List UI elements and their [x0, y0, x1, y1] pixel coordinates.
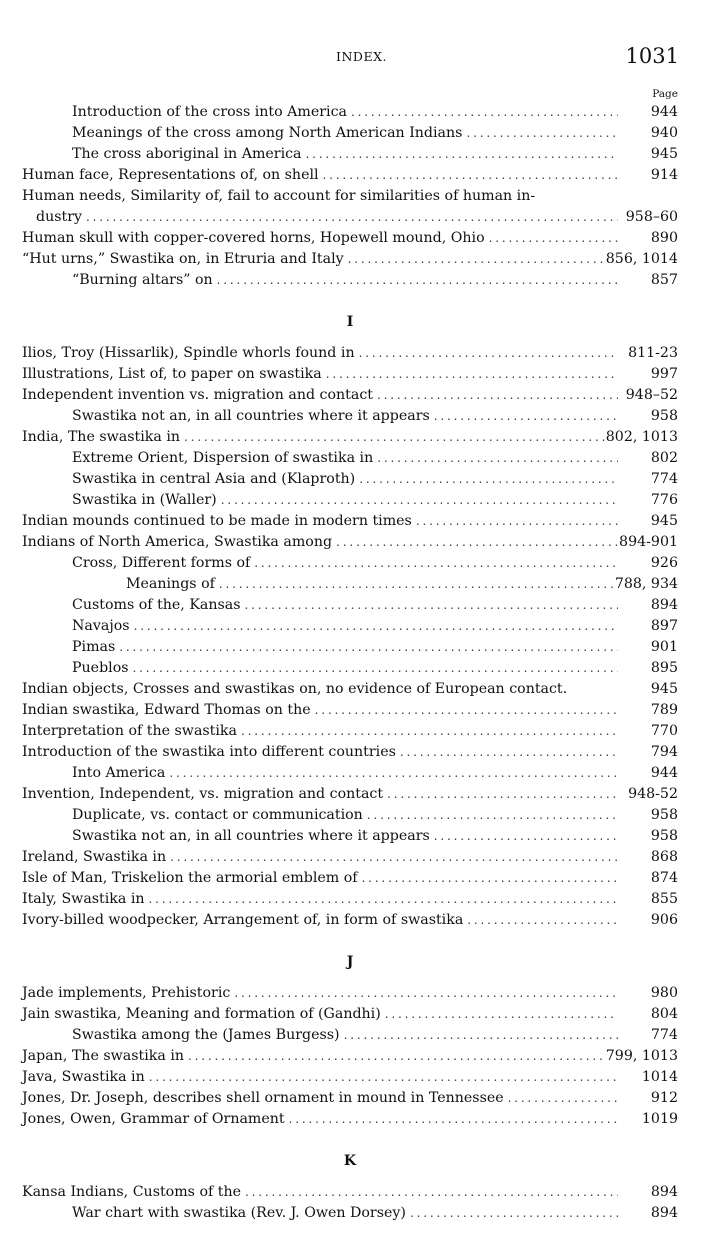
dot-leader: [302, 144, 618, 165]
entry-text: Jain swastika, Meaning and formation of (Gandhi): [22, 1006, 381, 1022]
entry-text: Illustrations, List of, to paper on swastika: [22, 366, 322, 382]
dot-leader: [485, 228, 618, 249]
entry-page-ref: 794: [650, 744, 678, 760]
entry-page-ref: 855: [650, 891, 678, 907]
entry-page-ref: 894: [650, 1205, 678, 1221]
index-entry: [22, 364, 678, 385]
entry-page-ref: 895: [650, 660, 678, 676]
entry-page-ref: 804: [650, 1006, 678, 1022]
index-entry: [22, 427, 678, 448]
index-entry: [22, 763, 678, 784]
index-entry: [22, 700, 678, 721]
entry-text: Introduction of the cross into America: [72, 104, 347, 120]
index-entry: [22, 1088, 678, 1109]
index-entry: [22, 616, 678, 637]
index-entry: [22, 1025, 678, 1046]
index-entry: [22, 553, 678, 574]
entry-page-ref: 890: [650, 230, 678, 246]
entry-page-ref: 958: [650, 807, 678, 823]
index-entry: [22, 595, 678, 616]
index-entry: [22, 270, 678, 291]
index-entry: [22, 679, 678, 700]
dot-leader: [396, 742, 618, 763]
entry-text: Java, Swastika in: [22, 1069, 145, 1085]
dot-leader: [430, 406, 618, 427]
entry-page-ref: 997: [650, 366, 678, 382]
index-entry: [22, 406, 678, 427]
entry-text: Human face, Representations of, on shell: [22, 167, 319, 183]
index-entry: [22, 165, 678, 186]
index-entry: [22, 469, 678, 490]
entry-text: Ilios, Troy (Hissarlik), Spindle whorls found in: [22, 345, 355, 361]
index-entry: [22, 574, 678, 595]
dot-leader: [82, 207, 618, 228]
dot-leader: [344, 249, 606, 270]
entry-text: Swastika among the (James Burgess): [72, 1027, 340, 1043]
index-entry: [22, 983, 678, 1004]
entry-page-ref: 788, 934: [614, 576, 678, 592]
entry-text: “Hut urns,” Swastika on, in Etruria and Italy: [22, 251, 344, 267]
index-entry: [22, 532, 678, 553]
entry-text: Jones, Dr. Joseph, describes shell ornament in mound in Tennessee: [22, 1090, 504, 1106]
dot-leader: [217, 490, 618, 511]
entry-text: Cross, Different forms of: [72, 555, 251, 571]
entry-text: Ireland, Swastika in: [22, 849, 167, 865]
dot-leader: [145, 1067, 618, 1088]
dot-leader: [319, 165, 618, 186]
entry-text: Swastika in (Waller): [72, 492, 217, 508]
index-entry: [22, 448, 678, 469]
dot-leader: [363, 805, 618, 826]
entry-page-ref: 958–60: [625, 209, 678, 225]
entry-text: The cross aboriginal in America: [72, 146, 302, 162]
dot-leader: [463, 910, 618, 931]
index-entry: [22, 742, 678, 763]
entry-page-ref: 980: [650, 985, 678, 1001]
entry-page-ref: 945: [650, 681, 678, 697]
dot-leader: [241, 595, 618, 616]
index-entry: [22, 1004, 678, 1025]
entry-page-ref: 958: [650, 408, 678, 424]
entry-page-ref: 894: [650, 597, 678, 613]
entry-page-ref: 926: [650, 555, 678, 571]
entry-text: Human needs, Similarity of, fail to account for similarities of human in-: [22, 188, 536, 204]
entry-text: Swastika in central Asia and (Klaproth): [72, 471, 356, 487]
entry-page-ref: 914: [650, 167, 678, 183]
entry-text: Italy, Swastika in: [22, 891, 145, 907]
entry-page-ref: 944: [650, 765, 678, 781]
entry-text: “Burning altars” on: [72, 272, 213, 288]
entry-text: Into America: [72, 765, 166, 781]
index-entry: [22, 637, 678, 658]
entry-page-ref: 802: [650, 450, 678, 466]
index-entry: [22, 826, 678, 847]
entry-text: Meanings of the cross among North American Indians: [72, 125, 463, 141]
entry-page-ref: 802, 1013: [605, 429, 678, 445]
index-entry: [22, 343, 678, 364]
dot-leader: [383, 784, 618, 805]
index-entry: [22, 186, 678, 207]
entry-page-ref: 894-901: [619, 534, 678, 550]
dot-leader: [504, 1088, 618, 1109]
dot-leader: [373, 385, 618, 406]
entry-page-ref: 857: [650, 272, 678, 288]
entry-text: Invention, Independent, vs. migration and contact: [22, 786, 384, 802]
dot-leader: [311, 700, 618, 721]
index-entry: [22, 721, 678, 742]
index-entry: [22, 1182, 678, 1203]
entry-page-ref: 912: [650, 1090, 678, 1106]
dot-leader: [430, 826, 618, 847]
dot-leader: [462, 123, 618, 144]
dot-leader: [145, 889, 618, 910]
dot-leader: [115, 637, 618, 658]
dot-leader: [406, 1203, 618, 1224]
entry-text: Extreme Orient, Dispersion of swastika in: [72, 450, 374, 466]
entry-text: Customs of the, Kansas: [72, 597, 241, 613]
index-entry: [22, 1046, 678, 1067]
entry-page-ref: [618, 186, 678, 207]
entry-page-ref: 856, 1014: [605, 251, 678, 267]
dot-leader: [381, 1004, 618, 1025]
entry-page-ref: 811-23: [628, 345, 678, 361]
entry-page-ref: 799, 1013: [605, 1048, 678, 1064]
dot-leader: [230, 983, 618, 1004]
dot-leader: [166, 847, 618, 868]
entry-text: Swastika not an, in all countries where it appears: [72, 828, 430, 844]
dot-leader: [332, 532, 618, 553]
index-entry: [22, 847, 678, 868]
dot-leader: [347, 102, 618, 123]
dot-leader: [165, 763, 618, 784]
entry-text: Navajos: [72, 618, 130, 634]
entry-page-ref: 948–52: [625, 387, 678, 403]
page-number: 1031: [625, 44, 679, 68]
entry-page-ref: 894: [650, 1184, 678, 1200]
entry-text: Jones, Owen, Grammar of Ornament: [22, 1111, 285, 1127]
entry-page-ref: 945: [650, 146, 678, 162]
dot-leader: [180, 427, 606, 448]
entry-text: Interpretation of the swastika: [22, 723, 237, 739]
entry-page-ref: 774: [650, 471, 678, 487]
entry-page-ref: 948-52: [628, 786, 678, 802]
entry-text: Swastika not an, in all countries where it appears: [72, 408, 430, 424]
entry-page-ref: 945: [650, 513, 678, 529]
entry-text: Kansa Indians, Customs of the: [22, 1184, 241, 1200]
dot-leader: [355, 343, 618, 364]
entry-text: Independent invention vs. migration and contact: [22, 387, 373, 403]
entry-page-ref: 940: [650, 125, 678, 141]
index-entry: [22, 207, 678, 228]
running-header-title: INDEX.: [336, 49, 387, 64]
entry-text: Introduction of the swastika into different countries: [22, 744, 396, 760]
dot-leader: [184, 1046, 606, 1067]
index-entry: [22, 123, 678, 144]
index-entry: [22, 511, 678, 532]
entry-page-ref: 944: [650, 104, 678, 120]
section-letter-heading: I: [346, 314, 354, 330]
dot-leader: [373, 448, 618, 469]
dot-leader: [412, 511, 618, 532]
entry-text: Human skull with copper-covered horns, Hopewell mound, Ohio: [22, 230, 485, 246]
entry-text: War chart with swastika (Rev. J. Owen Dorsey): [72, 1205, 406, 1221]
entry-page-ref: 868: [650, 849, 678, 865]
entry-page-ref: 897: [650, 618, 678, 634]
dot-leader: [237, 721, 618, 742]
entry-text: Indians of North America, Swastika among: [22, 534, 333, 550]
index-entry: [22, 910, 678, 931]
dot-leader: [241, 1182, 618, 1203]
index-entry: [22, 784, 678, 805]
dot-leader: [322, 364, 618, 385]
entry-page-ref: 774: [650, 1027, 678, 1043]
dot-leader: [340, 1025, 618, 1046]
entry-page-ref: 874: [650, 870, 678, 886]
dot-leader: [358, 868, 618, 889]
dot-leader: [215, 574, 615, 595]
entry-text: Isle of Man, Triskelion the armorial emblem of: [22, 870, 358, 886]
entry-page-ref: 1019: [641, 1111, 678, 1127]
entry-page-ref: 776: [650, 492, 678, 508]
index-entry: [22, 1203, 678, 1224]
index-entry: [22, 658, 678, 679]
index-entry: [22, 1067, 678, 1088]
index-entry: [22, 385, 678, 406]
entry-text: Meanings of: [126, 576, 215, 592]
entry-text: dustry: [36, 209, 82, 225]
entry-page-ref: 906: [650, 912, 678, 928]
dot-leader: [129, 658, 618, 679]
entry-text: Indian mounds continued to be made in modern times: [22, 513, 412, 529]
entry-page-ref: 901: [650, 639, 678, 655]
index-entry: [22, 102, 678, 123]
dot-leader: [130, 616, 618, 637]
entry-text: Duplicate, vs. contact or communication: [72, 807, 363, 823]
entry-text: Jade implements, Prehistoric: [22, 985, 231, 1001]
entry-text: Pimas: [72, 639, 116, 655]
index-entry: [22, 490, 678, 511]
entry-page-ref: 770: [650, 723, 678, 739]
section-letter-heading: J: [346, 954, 354, 970]
dot-leader: [285, 1109, 618, 1130]
index-entry: [22, 805, 678, 826]
entry-text: Indian swastika, Edward Thomas on the: [22, 702, 311, 718]
entry-page-ref: 789: [650, 702, 678, 718]
dot-leader: [355, 469, 618, 490]
index-entry: [22, 249, 678, 270]
index-list: [22, 102, 678, 1224]
entry-text: Pueblos: [72, 660, 129, 676]
page-column-label: Page: [652, 88, 678, 100]
index-entry: [22, 868, 678, 889]
dot-leader: [250, 553, 618, 574]
entry-page-ref: 958: [650, 828, 678, 844]
index-entry: [22, 228, 678, 249]
index-entry: [22, 1109, 678, 1130]
entry-text: Japan, The swastika in: [22, 1048, 184, 1064]
index-entry: [22, 889, 678, 910]
entry-text: Indian objects, Crosses and swastikas on, no evidence of European contact.: [22, 681, 568, 697]
entry-page-ref: 1014: [641, 1069, 678, 1085]
dot-leader: [213, 270, 618, 291]
entry-text: Ivory-billed woodpecker, Arrangement of, in form of swastika: [22, 912, 464, 928]
entry-text: India, The swastika in: [22, 429, 180, 445]
index-entry: [22, 144, 678, 165]
section-letter-heading: K: [343, 1153, 357, 1169]
